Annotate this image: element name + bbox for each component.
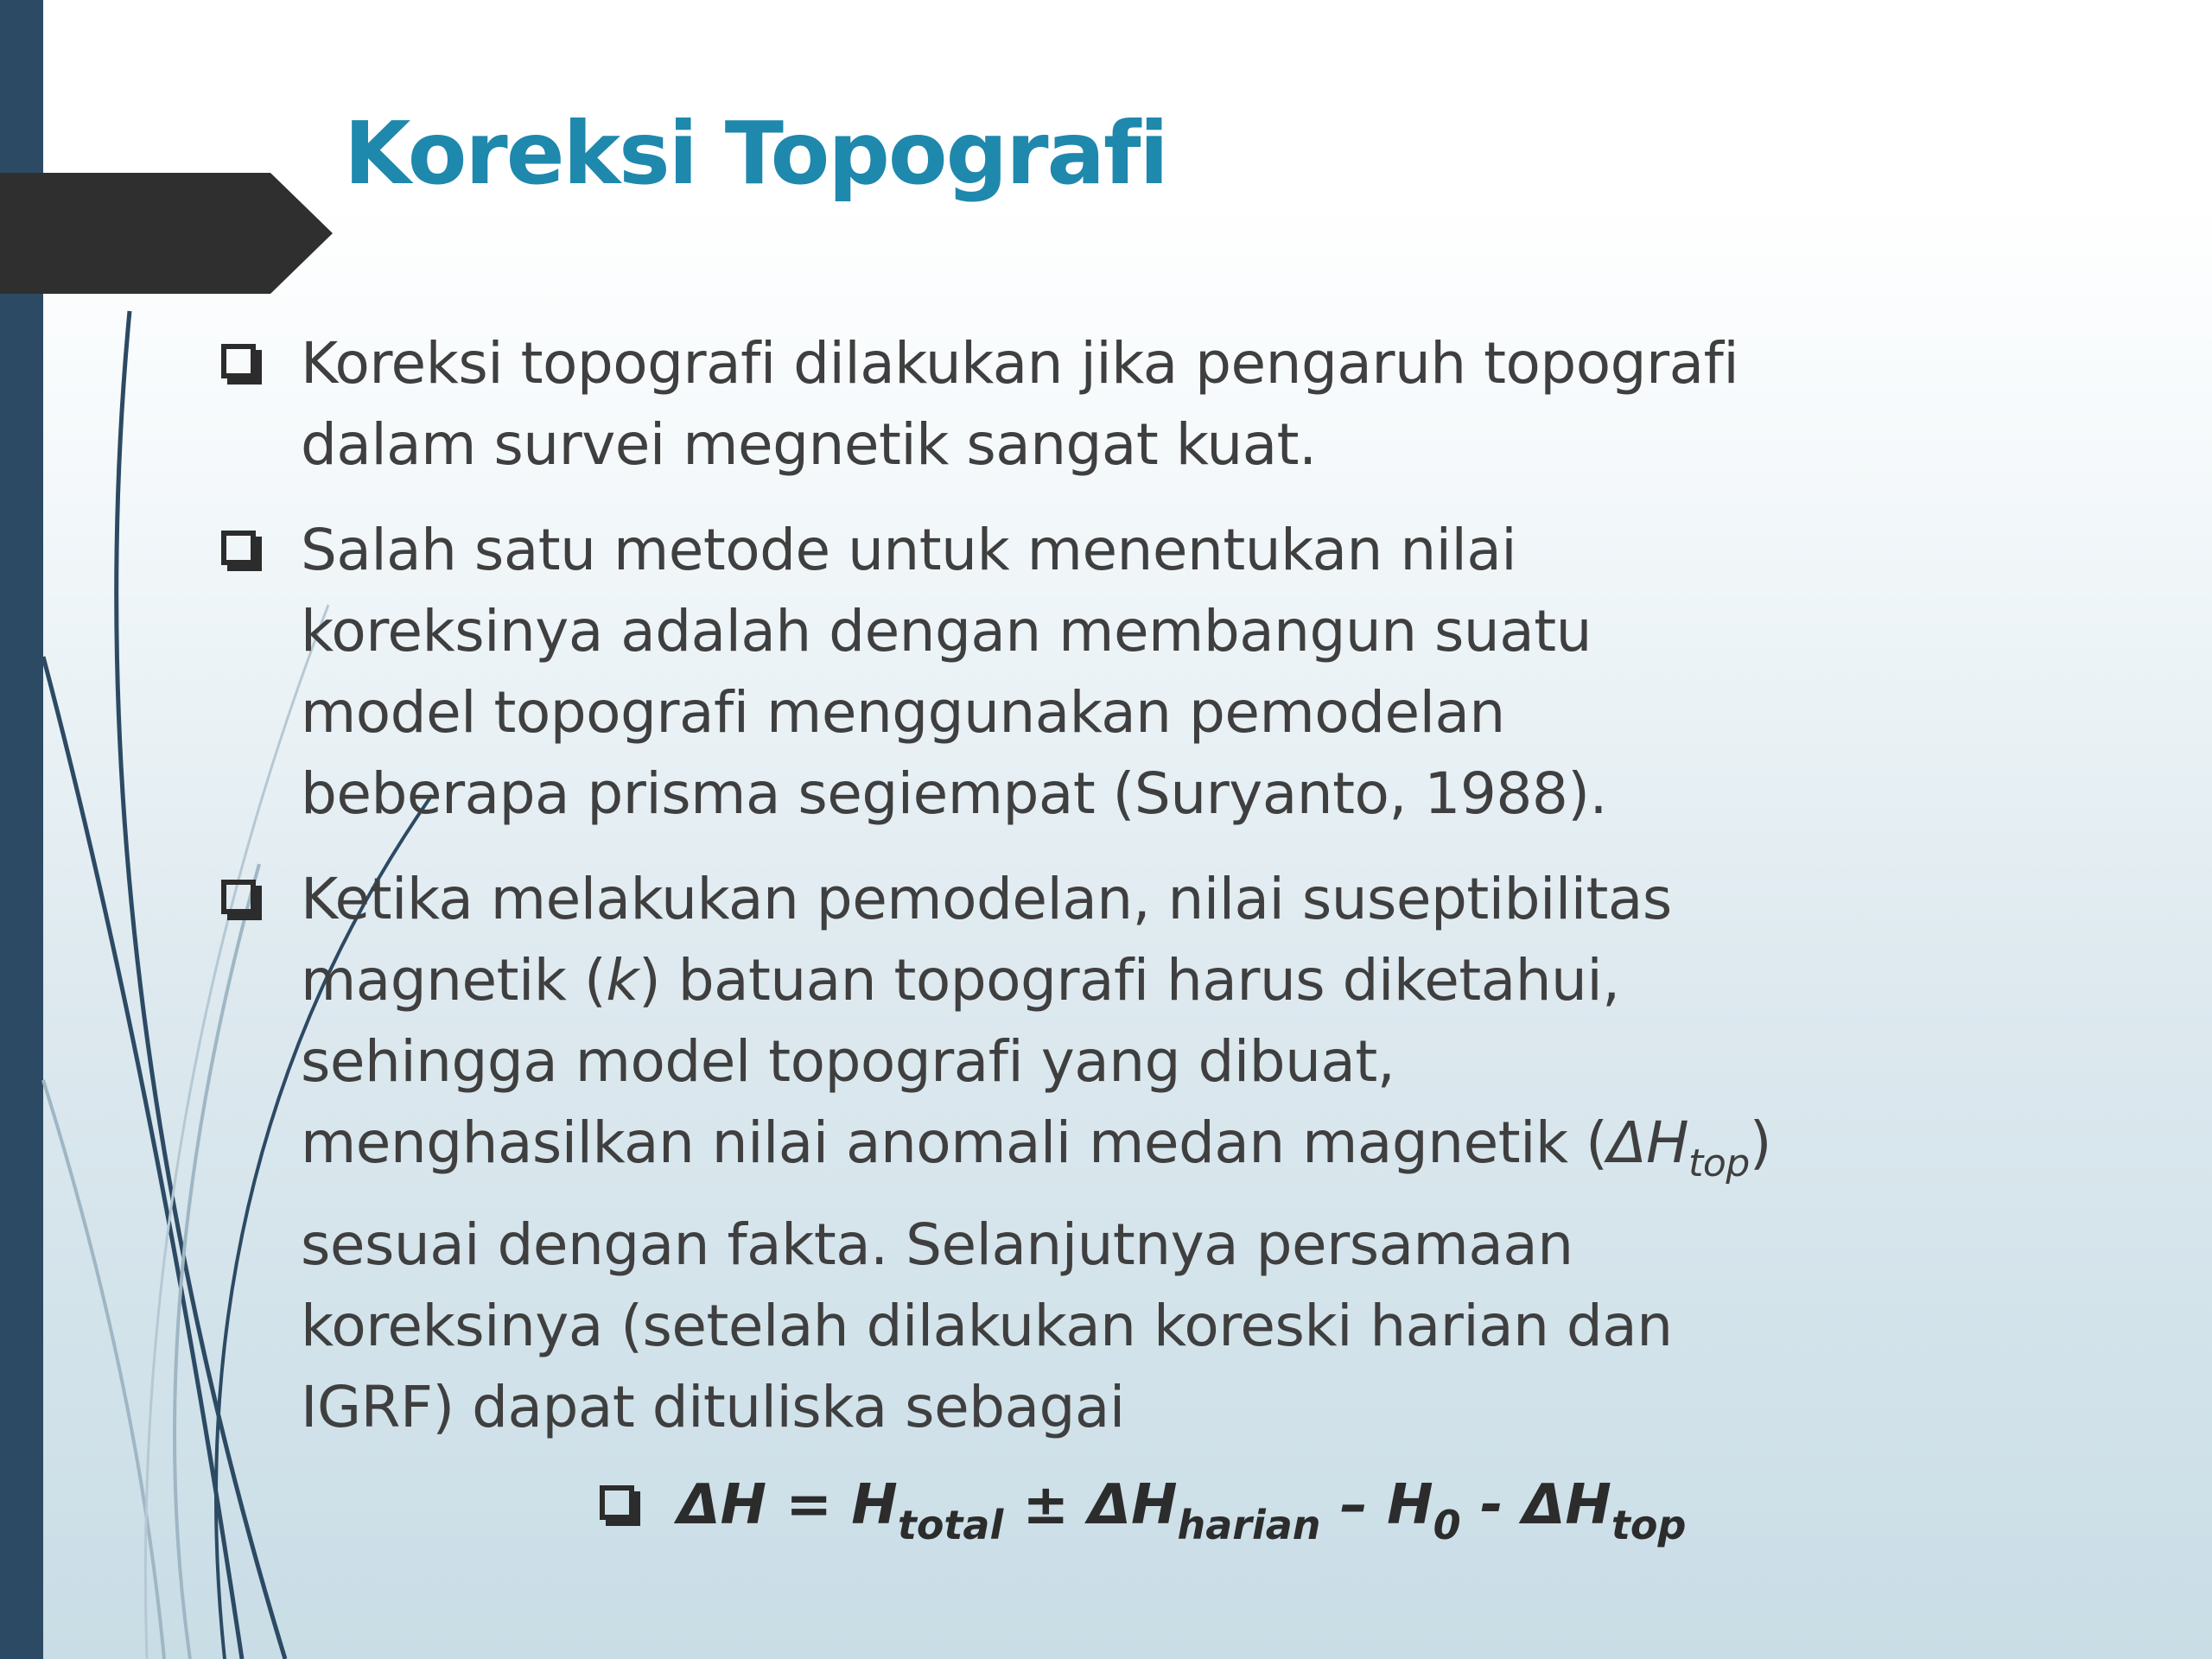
curve-dark-2 xyxy=(43,657,242,1659)
bullet-text: k xyxy=(606,947,639,1014)
bullet-text: sesuai dengan fakta. Selanjutnya persamaan xyxy=(301,1211,1573,1278)
bullet-text: Ketika melakukan pemodelan, nilai suseptibilitas xyxy=(301,866,1672,932)
bullet-line xyxy=(301,859,2017,940)
bullet-line xyxy=(301,404,2017,486)
bullet-text: ) xyxy=(1749,1109,1771,1176)
curve-light-2 xyxy=(43,1080,164,1659)
bullet-line xyxy=(301,1286,2017,1367)
bullet-list xyxy=(219,323,2017,1472)
checkbox-square-icon xyxy=(221,531,256,565)
bullet-line xyxy=(301,1367,2017,1448)
bullet-item xyxy=(219,323,2017,486)
subscript-text: top xyxy=(1688,1141,1750,1185)
bullet-text: ) batuan topografi harus diketahui, xyxy=(638,947,1620,1014)
formula-subscript: top xyxy=(1611,1502,1687,1548)
bullet-line xyxy=(301,323,2017,404)
bullet-text: koreksinya (setelah dilakukan koreski harian dan xyxy=(301,1293,1673,1359)
checkbox-square-icon xyxy=(221,344,256,378)
bullet-text: Salah satu metode untuk menentukan nilai xyxy=(301,517,1517,583)
bullet-line xyxy=(301,591,2017,672)
bullet-item xyxy=(219,510,2017,835)
bullet-text: ΔH xyxy=(1607,1109,1689,1176)
bullet-text: Koreksi topografi dilakukan jika pengaruh topografi xyxy=(301,330,1739,397)
bullet-item xyxy=(219,859,2017,1448)
bullet-text: magnetik ( xyxy=(301,947,607,1014)
checkbox-square-icon xyxy=(600,1485,634,1520)
slide-title: Koreksi Topografi xyxy=(344,103,1167,204)
bullet-text: model topografi menggunakan pemodelan xyxy=(301,679,1505,746)
bullet-text: IGRF) dapat dituliska sebagai xyxy=(301,1374,1125,1440)
title-arrow-shape xyxy=(0,173,333,294)
bullet-line xyxy=(301,1021,2017,1103)
formula-bullet xyxy=(598,1465,1686,1566)
bullet-line xyxy=(301,753,2017,835)
checkbox-square-icon xyxy=(221,880,256,914)
bullet-line xyxy=(301,672,2017,753)
bullet-text: dalam survei megnetik sangat kuat. xyxy=(301,411,1317,478)
formula-text: ± ΔH xyxy=(1003,1473,1178,1537)
formula-text: - ΔH xyxy=(1460,1473,1611,1537)
formula-subscript: total xyxy=(897,1502,1004,1548)
bullet-line xyxy=(301,940,2017,1021)
bullet-text: koreksinya adalah dengan membangun suatu xyxy=(301,598,1592,664)
formula-subscript: 0 xyxy=(1433,1502,1461,1548)
formula-text: – H xyxy=(1320,1473,1433,1537)
formula-subscript: harian xyxy=(1177,1502,1321,1548)
bullet-line xyxy=(301,1205,2017,1286)
bullet-text: sehingga model topografi yang dibuat, xyxy=(301,1028,1395,1095)
bullet-text: menghasilkan nilai anomali medan magnetik ( xyxy=(301,1109,1608,1176)
bullet-text: beberapa prisma segiempat (Suryanto, 1988). xyxy=(301,760,1608,827)
formula-text: ΔH = H xyxy=(677,1473,898,1537)
bullet-line xyxy=(301,510,2017,591)
bullet-line xyxy=(301,1103,2017,1205)
